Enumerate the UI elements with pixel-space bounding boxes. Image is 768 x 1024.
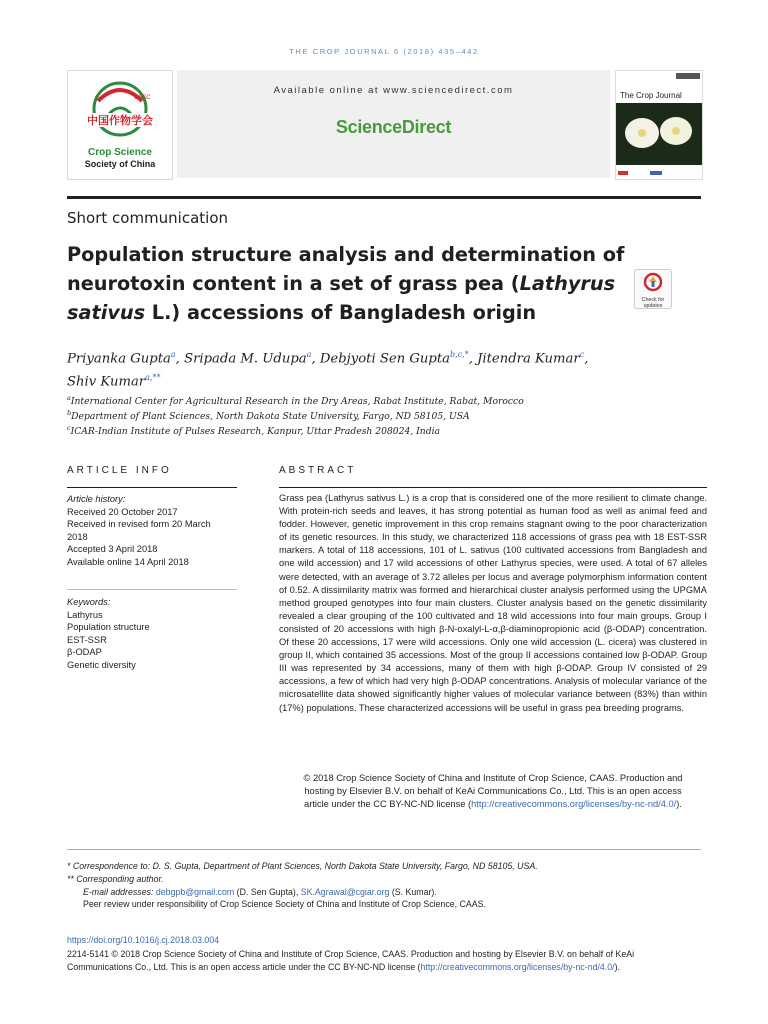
affiliation: $^a$International Center for Agricultural Research in the Dry Areas, Rabat Institute, Rabat, Morocco	[67, 394, 524, 408]
check-updates-icon	[643, 272, 663, 292]
keywords-rule	[67, 589, 237, 590]
footnote-rule	[67, 849, 701, 850]
affiliation: $^b$Department of Plant Sciences, North Dakota State University, Fargo, ND 58105, USA	[67, 409, 470, 423]
header-rule	[67, 196, 701, 199]
society-logo	[67, 70, 173, 180]
author-list: Priyanka Gupta$^a$, Sripada M. Udupa$^a$, Debjyoti Sen Gupta$^{b,c,*}$, Jitendra Kumar$^c$, Shiv Kumar$^{a,**}$	[67, 350, 589, 390]
keyword: Lathyrus	[67, 609, 103, 620]
author: Shiv Kumar	[67, 374, 146, 390]
keyword: Population structure	[67, 622, 150, 633]
keywords: Keywords: Lathyrus Population structure EST-SSR β-ODAP Genetic diversity	[67, 597, 150, 670]
check-for-updates-button[interactable]	[634, 269, 672, 309]
author: Priyanka Gupta	[67, 351, 171, 367]
sciencedirect-logo[interactable]: ScienceDirect	[335, 117, 452, 137]
journal-cover[interactable]	[615, 70, 703, 180]
abstract-copyright: © 2018 Crop Science Society of China and Institute of Crop Science, CAAS. Production and hosting by Elsevier B.V. on behalf of KeAi Communications Co., Ltd. This is an open access article under the CC BY-NC-ND license (http://creativecommons.org/licenses/by-nc-nd/4.0/).	[303, 773, 683, 810]
available-online-text: Available online at www.sciencedirect.com	[273, 85, 514, 96]
correspondence-note: * Correspondence to: D. S. Gupta, Department of Plant Sciences, North Dakota State University, Fargo, ND 58105, USA.	[67, 861, 538, 871]
issn-copyright: 2214-5141 © 2018 Crop Science Society of China and Institute of Crop Science, CAAS. Production and hosting by Elsevier B.V. on behalf of KeAi Communications Co., Ltd. This is an open access article under the CC BY-NC-ND license (http://creativecommons.org/licenses/by-nc-nd/4.0/).	[67, 949, 635, 972]
author: Jitendra Kumar	[477, 351, 580, 367]
article-type: Short communication	[67, 209, 229, 227]
license-link[interactable]: http://creativecommons.org/licenses/by-nc-nd/4.0/	[420, 961, 615, 972]
peer-review-note: Peer review under responsibility of Crop Science Society of China and Institute of Crop Science, CAAS.	[83, 899, 486, 910]
logo-name-2: Society of China	[84, 159, 156, 169]
logo-name-1: Crop Science	[88, 147, 152, 158]
article-info-rule	[67, 487, 237, 488]
doi-link[interactable]: https://doi.org/10.1016/j.cj.2018.03.004	[67, 935, 220, 945]
check-updates-label: Check for updates	[641, 297, 665, 309]
email-link[interactable]: SK.Agrawal@cgiar.org	[300, 886, 390, 897]
logo-chinese: 中国作物学会	[87, 114, 153, 127]
corresponding-author-note: ** Corresponding author.	[67, 873, 164, 884]
logo-cssc: CSSC	[134, 95, 151, 101]
footnotes	[67, 860, 707, 911]
license-link[interactable]: http://creativecommons.org/licenses/by-nc-nd/4.0/	[471, 799, 677, 810]
keyword: Genetic diversity	[67, 659, 136, 670]
article-title: Population structure analysis and determination of neurotoxin content in a set of grass pea (Lathyrus sativus L.) accessions of Bangladesh origin	[67, 243, 625, 324]
abstract-body: Grass pea (Lathyrus sativus L.) is a crop that is considered one of the more resilient to climate change. With protein-rich seeds and leaves, it has strong potential as human food as well as animal feed and fodder. However, genetic improvement in this crop remains stagnant owing to the poor characterization of its genetic resources. In this study, we characterized 118 accessions of grass pea with 18 EST-SSR markers. A total of 118 accessions, 101 of L. sativus (100 cultivated accessions from Bangladesh and one wild accession) and 17 wild accessions of other Lathyrus species, were used. A total of 67 alleles were detected, with an average of 3.72 alleles per locus and average polymorphism information content of 0.52. A dissimilarity matrix was formed and hierarchical cluster analysis performed using the UPGMA method grouped genotypes into four main clusters. Cluster analysis based on the genetic dissimilarity revealed a clear grouping of the 100 cultivated and 18 wild accessions into four main groups. Group I consisted of 20 accessions with high β-N-oxalyl-L-α,β-diaminopropionic acid (β-ODAP) concentration. Of these 20 accessions, 17 were wild accessions. Only one wild accession (L. cicera) was clustered in group II, which contained 35 accessions. Most of the group II accessions contained low β-ODAP. Group III was represented by 34 accessions, many of them with high β-ODAP. Group IV consisted of 29 accessions, a few of which had very high β-ODAP concentrations. Analysis of molecular variance of the microsatellite data showed significantly higher values of molecular variance between (83%) than within (17%) populations. These characterized accessions will be useful in grass pea breeding programs.	[279, 493, 707, 713]
cover-title: The Crop Journal	[620, 91, 682, 100]
abstract-heading: ABSTRACT	[279, 465, 357, 476]
keyword: β-ODAP	[67, 647, 102, 658]
email-addresses: E-mail addresses: debgpb@gmail.com (D. Sen Gupta), SK.Agrawal@cgiar.org (S. Kumar).	[83, 886, 437, 897]
abstract-rule	[279, 487, 707, 488]
email-link[interactable]: debgpb@gmail.com	[155, 886, 235, 897]
keyword: EST-SSR	[67, 634, 107, 645]
journal-running-head: THE CROP JOURNAL 6 (2018) 435–442	[289, 47, 479, 56]
article-info-heading: ARTICLE INFO	[67, 465, 172, 476]
author: Sripada M. Udupa	[184, 351, 307, 367]
article-history: Article history: Received 20 October 2017 Received in revised form 20 March 2018 Accepted 3 April 2018 Available online 14 April 2018	[67, 494, 211, 567]
author: Debjyoti Sen Gupta	[319, 351, 451, 367]
affiliation: $^c$ICAR-Indian Institute of Pulses Research, Kanpur, Uttar Pradesh 208024, India	[67, 424, 441, 438]
